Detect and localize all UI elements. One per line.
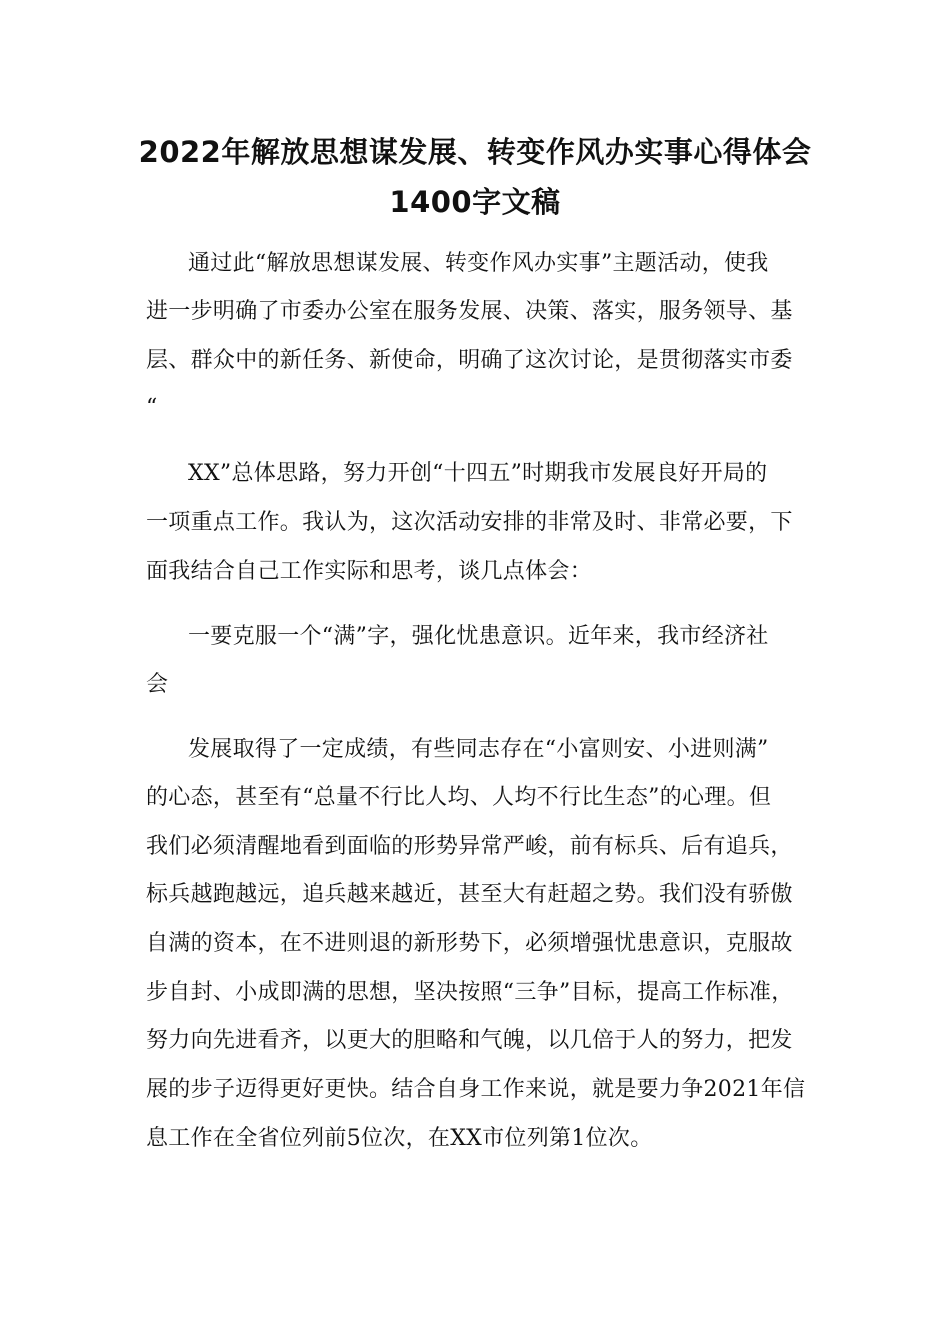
- body-line: 层、群众中的新任务、新使命，明确了这次讨论，是贯彻落实市委: [146, 348, 793, 373]
- body-line: 步自封、小成即满的思想，坚决按照“三争”目标，提高工作标准，: [146, 980, 794, 1005]
- body-line: 自满的资本，在不进则退的新形势下，必须增强忧患意识，克服故: [146, 931, 793, 956]
- body-line: “: [146, 395, 158, 420]
- body-line: 通过此“解放思想谋发展、转变作风办实事”主题活动，使我: [188, 251, 769, 276]
- body-line: XX”总体思路，努力开创“十四五”时期我市发展良好开局的: [188, 461, 768, 486]
- body-line: 展的步子迈得更好更快。结合自身工作来说，就是要力争2021年信: [146, 1077, 806, 1102]
- body-line: 一项重点工作。我认为，这次活动安排的非常及时、非常必要，下: [146, 510, 793, 535]
- body-line: 发展取得了一定成绩，有些同志存在“小富则安、小进则满”: [188, 737, 769, 762]
- body-line: 面我结合自己工作实际和思考，谈几点体会：: [146, 559, 593, 584]
- body-line: 的心态，甚至有“总量不行比人均、人均不行比生态”的心理。但: [146, 785, 772, 810]
- body-line: 努力向先进看齐，以更大的胆略和气魄，以几倍于人的努力，把发: [146, 1028, 793, 1053]
- body-line: 一要克服一个“满”字，强化忧患意识。近年来，我市经济社: [188, 624, 769, 649]
- body-line: 我们必须清醒地看到面临的形势异常严峻，前有标兵、后有追兵，: [146, 834, 793, 859]
- body-line: 会: [146, 672, 169, 697]
- body-line: 进一步明确了市委办公室在服务发展、决策、落实，服务领导、基: [146, 299, 793, 324]
- body-line: 标兵越跑越远，追兵越来越近，甚至大有赶超之势。我们没有骄傲: [146, 882, 793, 907]
- document-title-line-2: 1400字文稿: [389, 185, 561, 219]
- body-line: 息工作在全省位列前5位次，在XX市位列第1位次。: [146, 1126, 653, 1151]
- document-title-line-1: 2022年解放思想谋发展、转变作风办实事心得体会: [138, 135, 812, 169]
